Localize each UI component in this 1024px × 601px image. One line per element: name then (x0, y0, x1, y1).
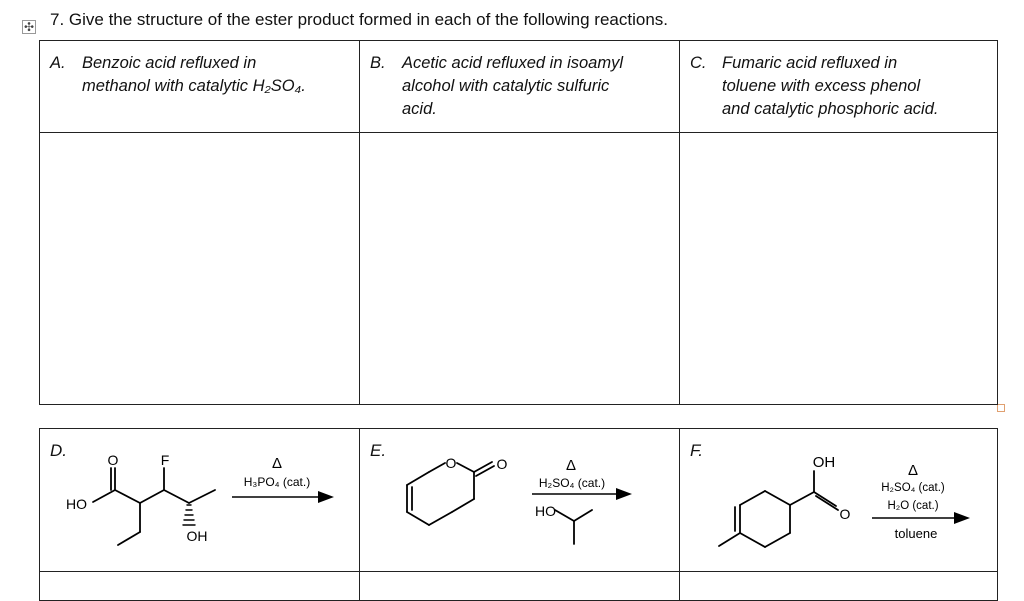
cell-b-line1: Acetic acid refluxed in isoamyl (402, 54, 624, 72)
cell-a-line1: Benzoic acid refluxed in (82, 54, 257, 72)
cell-b-line3: acid. (402, 100, 437, 118)
cell-f-letter: F. (690, 441, 703, 460)
cell-b-letter: B. (370, 54, 386, 72)
d-hydroxyl-oh-label: OH (186, 528, 208, 544)
cell-e-letter: E. (370, 441, 387, 460)
d-heat-icon: Δ (271, 455, 283, 472)
e-carbonyl-o-label: O (496, 456, 508, 472)
d-carbonyl-o-label: O (107, 452, 119, 468)
cell-a-line2: methanol with catalytic H₂SO₄. (82, 77, 306, 95)
f-reagent1-label: H₂SO₄ (cat.) (881, 482, 945, 494)
f-reagent2-label: H₂O (cat.) (887, 500, 939, 512)
f-solvent-label: toluene (894, 526, 938, 541)
e-heat-icon: Δ (565, 457, 577, 474)
d-reagent-label: H₃PO₄ (cat.) (243, 475, 311, 489)
cell-b-line2: alcohol with catalytic sulfuric (402, 77, 610, 95)
cell-c-line3: and catalytic phosphoric acid. (722, 100, 939, 118)
cell-c-line1: Fumaric acid refluxed in (722, 54, 898, 72)
e-alcohol-ho-label: HO (535, 503, 556, 519)
table-move-handle-icon[interactable]: ✣ (23, 20, 35, 34)
e-reagent-label: H₂SO₄ (cat.) (538, 476, 606, 490)
f-heat-icon: Δ (907, 462, 919, 479)
cell-c-line2: toluene with excess phenol (722, 77, 921, 95)
f-carbonyl-o-label: O (839, 506, 851, 522)
d-hydroxyl-ho-label: HO (66, 496, 87, 512)
question-text: 7. Give the structure of the ester product formed in each of the following reactions. (50, 10, 668, 29)
cell-c-letter: C. (690, 54, 707, 72)
cell-a-letter: A. (50, 54, 66, 72)
cell-d-letter: D. (50, 441, 67, 460)
e-ring-o-label: O (445, 455, 457, 471)
f-hydroxyl-oh-label: OH (812, 454, 836, 471)
d-fluorine-label: F (160, 452, 170, 468)
